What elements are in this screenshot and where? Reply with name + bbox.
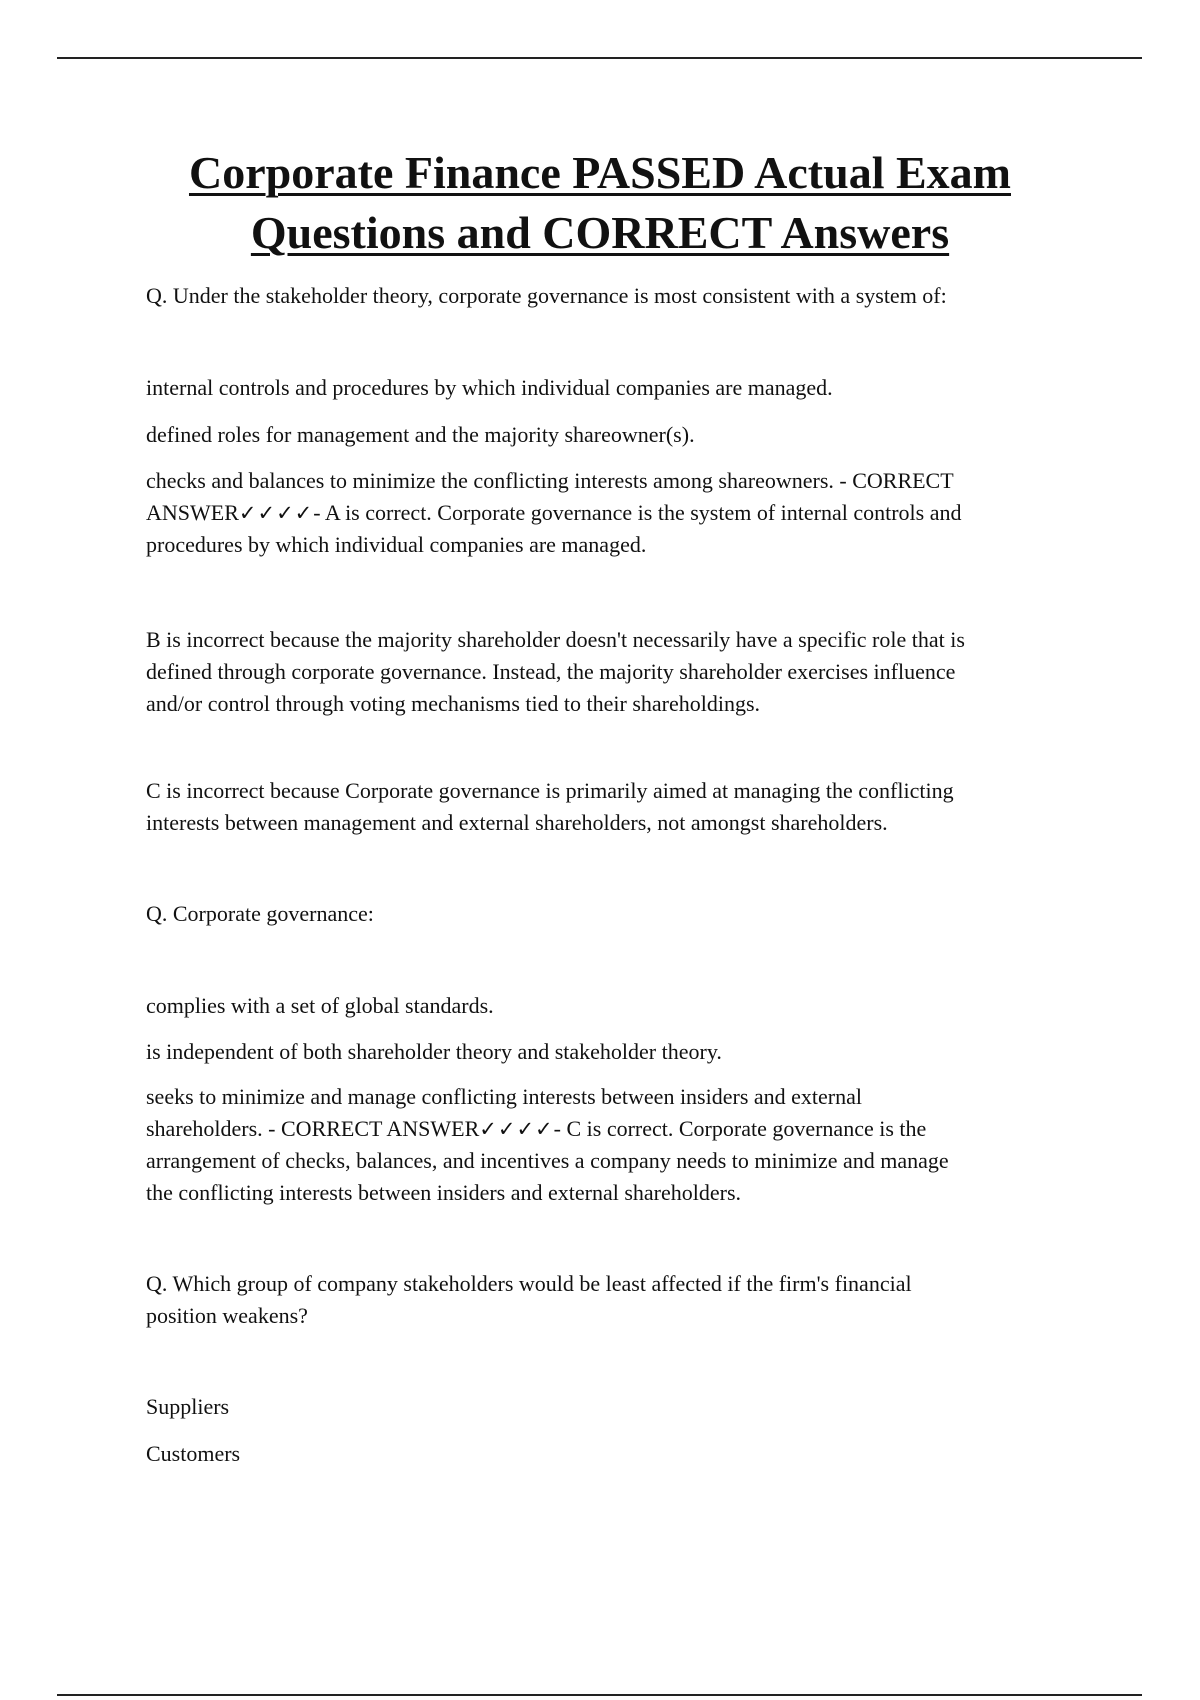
answer-line: shareholders. - CORRECT ANSWER✓✓✓✓- C is correct. Corporate governance is the — [146, 1116, 927, 1141]
option-1a: internal controls and procedures by which individual companies are managed. — [146, 375, 833, 400]
explanation-1c: C is incorrect because Corporate governance is primarily aimed at managing the conflicting interests between management and external shareholders, not amongst shareholders. — [146, 778, 954, 835]
top-rule — [57, 57, 1142, 59]
question-2: Q. Corporate governance: — [146, 901, 374, 926]
option-3a: Suppliers — [146, 1394, 230, 1419]
question-3: Q. Which group of company stakeholders would be least affected if the firm's financial position weakens? — [146, 1271, 912, 1328]
checkmark-icon: ✓✓✓✓ — [479, 1117, 554, 1141]
question-1: Q. Under the stakeholder theory, corporate governance is most consistent with a system of: — [146, 283, 947, 308]
bottom-rule — [57, 1694, 1142, 1696]
option-2a: complies with a set of global standards. — [146, 993, 494, 1018]
option-1b: defined roles for management and the majority shareowner(s). — [146, 422, 695, 447]
explanation-1b: B is incorrect because the majority shareholder doesn't necessarily have a specific role that is defined through corporate governance. Instead, the majority shareholder exercises influence and/or control through voting mechanisms tied to their shareholdings. — [146, 627, 965, 716]
option-2c-answer: seeks to minimize and manage conflicting interests between insiders and external shareholders. - CORRECT ANSWER✓✓✓✓- C is correct. Corporate governance is the arrangement of checks, balances, and incentives a company needs to minimize and manage the conflicting interests between insiders and external shareholders. — [146, 1081, 1076, 1209]
document-title — [100, 143, 1100, 263]
option-2b: is independent of both shareholder theory and stakeholder theory. — [146, 1039, 722, 1064]
title-line: Corporate Finance PASSED Actual Exam — [188, 147, 1011, 198]
option-1c-answer: checks and balances to minimize the conflicting interests among shareowners. - CORRECT ANSWER✓✓✓✓- A is correct. Corporate governance is the system of internal controls and procedures by which individual companies are managed. — [146, 465, 1076, 561]
option-3b: Customers — [146, 1441, 241, 1466]
title-line: Questions and CORRECT Answers — [250, 207, 950, 258]
checkmark-icon: ✓✓✓✓ — [238, 501, 314, 525]
answer-line: ANSWER✓✓✓✓- A is correct. Corporate governance is the system of internal controls and — [146, 500, 962, 525]
